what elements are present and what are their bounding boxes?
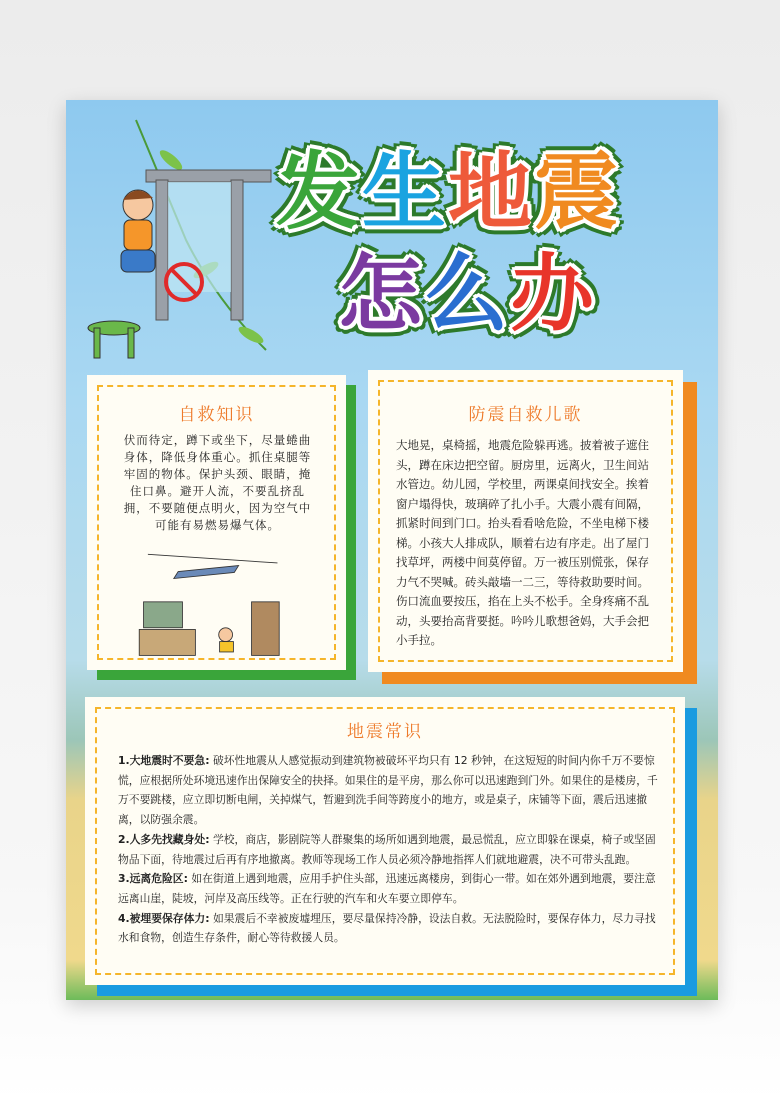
tip-label: 2.人多先找藏身处: <box>118 832 210 846</box>
tip-item <box>118 909 659 948</box>
poster <box>66 100 718 1000</box>
title-char: 生 <box>362 143 449 241</box>
title-char: 么 <box>424 245 511 343</box>
title-char: 震 <box>534 143 621 241</box>
tip-label: 1.大地震时不要急: <box>118 754 210 767</box>
hiding-under-table-illustration <box>127 550 307 658</box>
earthquake-common-sense-panel <box>85 697 685 985</box>
panel-text: 大地晃，桌椅摇，地震危险躲再逃。披着被子遮住头，蹲在床边把空留。厨房里，远离火，卫生间站水管边。幼儿园，学校里，两课桌间找安全。挨着窗户塌得快，玻璃碎了扎小手。大震小震有间隔，抓紧时间到门口。抬头看看啥危险，不坐电梯下楼梯。小孩大人排成队，顺着右边有序走。出了屋门找草坪，两楼中间莫停留。万一被压别慌张，保存力气不哭喊。砖头敲墙一二三，等待救助要时间。伤口流血要按压，掐在上头不松手。全身疼痛不乱动，头要抬高背要挺。吟吟儿歌想爸妈，大手会把小手拉。 <box>396 438 649 647</box>
title-char: 怎 <box>338 245 425 343</box>
earthquake-song-panel <box>368 370 683 672</box>
tip-label: 3.远离危险区: <box>118 872 188 886</box>
tip-item <box>118 869 659 908</box>
self-rescue-knowledge-panel <box>87 375 346 670</box>
tip-item <box>118 751 659 830</box>
title-char: 地 <box>448 143 535 241</box>
tips-list <box>85 743 685 948</box>
panel-heading: 自救知识 <box>178 405 255 425</box>
title-line-2 <box>338 245 597 343</box>
title-char: 办 <box>510 245 597 343</box>
title-char: 发 <box>276 143 363 241</box>
tip-label: 4.被埋要保存体力: <box>118 911 210 925</box>
tip-text: 如果震后不幸被废墟埋压，要尽量保持冷静，设法自救。无法脱险时，要保存体力，尽力寻找水和食物，创造生存条件，耐心等待救援人员。 <box>118 911 656 945</box>
panel-heading: 防震自救儿歌 <box>468 405 583 425</box>
panel-text: 伏而待定，蹲下或坐下，尽量蜷曲身体，降低身体重心。抓住桌腿等牢固的物体。保护头颈、眼睛，掩住口鼻。避开人流，不要乱挤乱拥，不要随便点明火，因为空气中可能有易燃易爆气体。 <box>123 433 312 532</box>
tip-text: 学校，商店，影剧院等人群聚集的场所如遇到地震，最忌慌乱，应立即躲在课桌，椅子或坚固物品下面，待地震过后再有序地撤离。教师等现场工作人员必须冷静地指挥人们就地避震，决不可带头乱跑。 <box>118 832 656 866</box>
tip-text: 如在街道上遇到地震，应用手护住头部，迅速远离楼房，到街心一带。如在郊外遇到地震，要注意远离山崖，陡坡，河岸及高压线等。正在行驶的汽车和火车要立即停车。 <box>118 872 656 905</box>
tip-item <box>118 830 659 869</box>
title-line-1 <box>276 143 621 241</box>
panel-heading: 地震常识 <box>347 722 423 742</box>
tip-text: 破坏性地震从人感觉振动到建筑物被破坏平均只有 12 秒钟，在这短短的时间内你千万不要惊慌，应根据所处环境迅速作出保障安全的抉择。如果住的是平房，那么你可以迅速跑到门外。如果住的是楼房，千万不要跳楼，应立即切断电闸，关掉煤气，暂避到洗手间等跨度小的地方，或是桌子，床铺等下面，震后迅速撤离，以防强余震。 <box>118 754 658 827</box>
